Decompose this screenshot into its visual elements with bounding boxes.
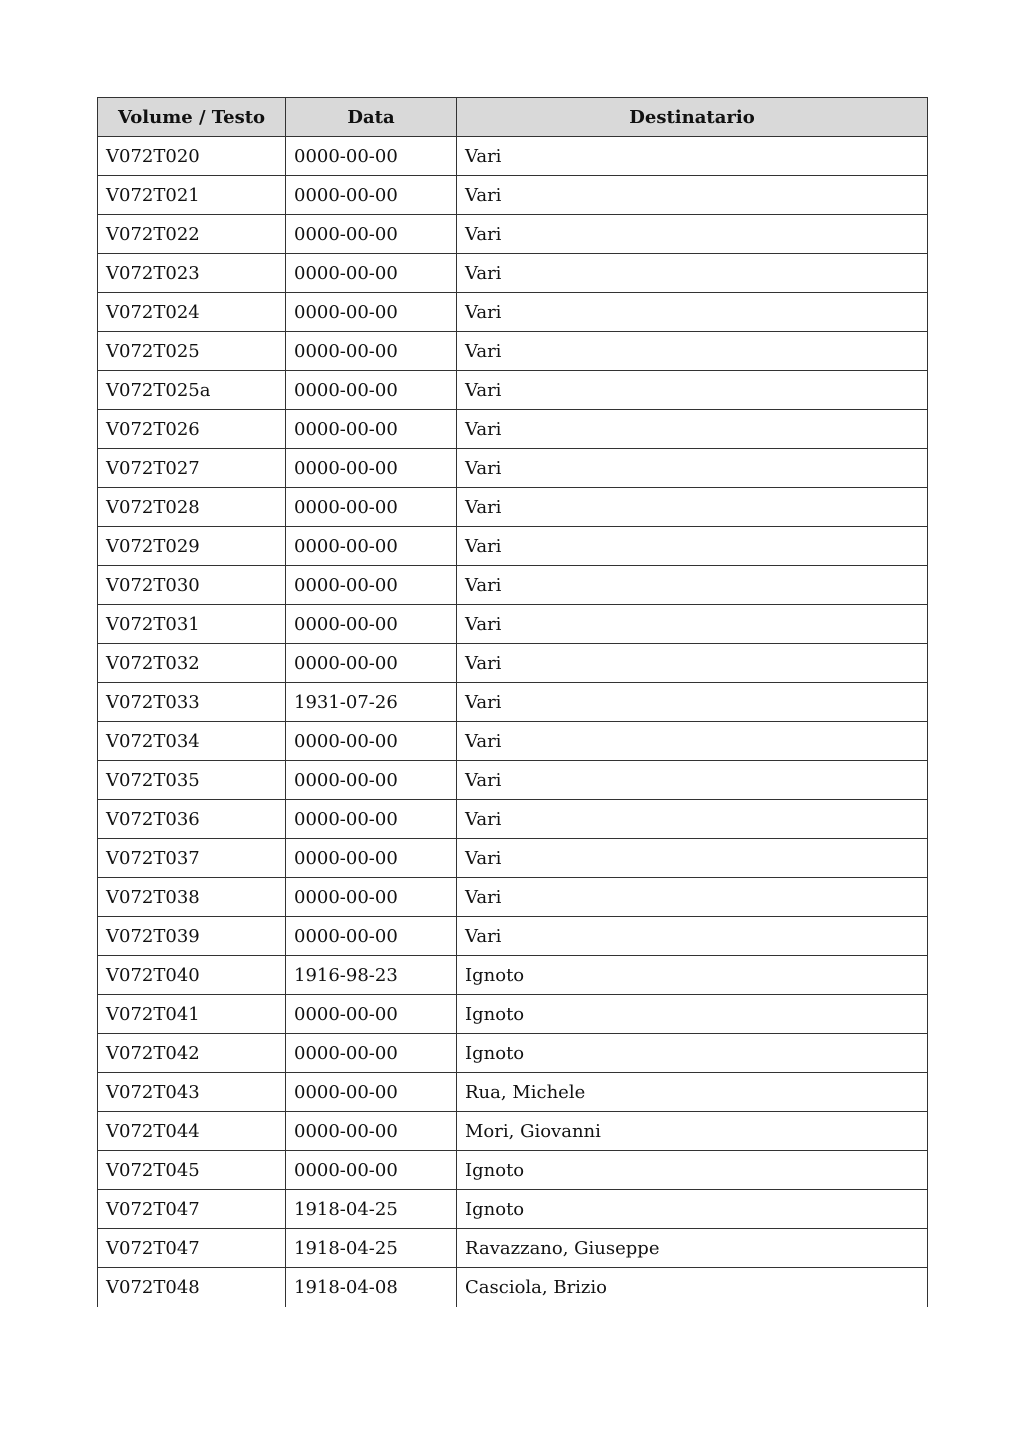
- cell-destinatario: Vari: [457, 761, 928, 800]
- cell-data: 0000-00-00: [286, 293, 457, 332]
- cell-volume-testo: V072T048: [98, 1268, 286, 1307]
- cell-destinatario: Vari: [457, 215, 928, 254]
- cell-data: 0000-00-00: [286, 215, 457, 254]
- cell-data: 0000-00-00: [286, 449, 457, 488]
- cell-destinatario: Ignoto: [457, 1190, 928, 1229]
- cell-destinatario: Vari: [457, 293, 928, 332]
- cell-data: 0000-00-00: [286, 137, 457, 176]
- cell-data: 0000-00-00: [286, 878, 457, 917]
- cell-volume-testo: V072T026: [98, 410, 286, 449]
- cell-volume-testo: V072T035: [98, 761, 286, 800]
- cell-destinatario: Vari: [457, 176, 928, 215]
- cell-volume-testo: V072T041: [98, 995, 286, 1034]
- cell-destinatario: Vari: [457, 839, 928, 878]
- table-row: [98, 137, 928, 176]
- cell-volume-testo: V072T028: [98, 488, 286, 527]
- cell-volume-testo: V072T029: [98, 527, 286, 566]
- table-row: [98, 722, 928, 761]
- cell-destinatario: Ignoto: [457, 995, 928, 1034]
- cell-destinatario: Vari: [457, 722, 928, 761]
- cell-destinatario: Vari: [457, 566, 928, 605]
- table-row: [98, 1112, 928, 1151]
- table-row: [98, 878, 928, 917]
- cell-volume-testo: V072T036: [98, 800, 286, 839]
- table-row: [98, 527, 928, 566]
- cell-data: 0000-00-00: [286, 1034, 457, 1073]
- table-row: [98, 332, 928, 371]
- cell-volume-testo: V072T031: [98, 605, 286, 644]
- cell-volume-testo: V072T032: [98, 644, 286, 683]
- cell-volume-testo: V072T037: [98, 839, 286, 878]
- cell-destinatario: Vari: [457, 917, 928, 956]
- cell-data: 0000-00-00: [286, 995, 457, 1034]
- cell-destinatario: Vari: [457, 800, 928, 839]
- cell-data: 0000-00-00: [286, 371, 457, 410]
- table-row: [98, 254, 928, 293]
- cell-volume-testo: V072T025a: [98, 371, 286, 410]
- cell-volume-testo: V072T020: [98, 137, 286, 176]
- table-row: [98, 215, 928, 254]
- header-volume-testo: Volume / Testo: [98, 98, 286, 137]
- cell-volume-testo: V072T023: [98, 254, 286, 293]
- cell-volume-testo: V072T022: [98, 215, 286, 254]
- table-row: [98, 293, 928, 332]
- table-row: [98, 1073, 928, 1112]
- cell-destinatario: Vari: [457, 644, 928, 683]
- cell-destinatario: Ignoto: [457, 1151, 928, 1190]
- cell-data: 0000-00-00: [286, 254, 457, 293]
- cell-data: 0000-00-00: [286, 1151, 457, 1190]
- cell-data: 0000-00-00: [286, 1112, 457, 1151]
- table-row: [98, 605, 928, 644]
- cell-volume-testo: V072T043: [98, 1073, 286, 1112]
- table-row: [98, 1034, 928, 1073]
- cell-destinatario: Ravazzano, Giuseppe: [457, 1229, 928, 1268]
- cell-data: 1916-98-23: [286, 956, 457, 995]
- cell-volume-testo: V072T040: [98, 956, 286, 995]
- cell-destinatario: Vari: [457, 605, 928, 644]
- cell-volume-testo: V072T030: [98, 566, 286, 605]
- table-row: [98, 839, 928, 878]
- cell-destinatario: Vari: [457, 878, 928, 917]
- cell-destinatario: Vari: [457, 449, 928, 488]
- cell-destinatario: Ignoto: [457, 956, 928, 995]
- cell-destinatario: Vari: [457, 683, 928, 722]
- table-row: [98, 956, 928, 995]
- table-header-row: [98, 98, 928, 137]
- cell-destinatario: Vari: [457, 332, 928, 371]
- cell-data: 0000-00-00: [286, 800, 457, 839]
- cell-volume-testo: V072T045: [98, 1151, 286, 1190]
- table-row: [98, 644, 928, 683]
- cell-volume-testo: V072T025: [98, 332, 286, 371]
- table-body: [98, 137, 928, 1307]
- cell-destinatario: Vari: [457, 254, 928, 293]
- cell-volume-testo: V072T039: [98, 917, 286, 956]
- table-row: [98, 176, 928, 215]
- table-row: [98, 761, 928, 800]
- table-row: [98, 683, 928, 722]
- table-row: [98, 917, 928, 956]
- cell-destinatario: Mori, Giovanni: [457, 1112, 928, 1151]
- cell-data: 1918-04-25: [286, 1229, 457, 1268]
- cell-destinatario: Vari: [457, 137, 928, 176]
- table-row: [98, 1190, 928, 1229]
- cell-data: 0000-00-00: [286, 605, 457, 644]
- table-row: [98, 800, 928, 839]
- table-row: [98, 1268, 928, 1307]
- cell-volume-testo: V072T044: [98, 1112, 286, 1151]
- cell-destinatario: Vari: [457, 371, 928, 410]
- cell-data: 0000-00-00: [286, 761, 457, 800]
- table-row: [98, 1229, 928, 1268]
- cell-data: 0000-00-00: [286, 722, 457, 761]
- table-row: [98, 488, 928, 527]
- cell-destinatario: Vari: [457, 410, 928, 449]
- table-row: [98, 410, 928, 449]
- cell-data: 0000-00-00: [286, 839, 457, 878]
- cell-destinatario: Casciola, Brizio: [457, 1268, 928, 1307]
- cell-volume-testo: V072T047: [98, 1229, 286, 1268]
- table-row: [98, 995, 928, 1034]
- cell-volume-testo: V072T024: [98, 293, 286, 332]
- cell-volume-testo: V072T021: [98, 176, 286, 215]
- cell-data: 0000-00-00: [286, 176, 457, 215]
- cell-data: 0000-00-00: [286, 917, 457, 956]
- cell-data: 0000-00-00: [286, 410, 457, 449]
- cell-data: 0000-00-00: [286, 1073, 457, 1112]
- cell-volume-testo: V072T047: [98, 1190, 286, 1229]
- cell-data: 0000-00-00: [286, 644, 457, 683]
- table-row: [98, 371, 928, 410]
- cell-data: 0000-00-00: [286, 527, 457, 566]
- cell-volume-testo: V072T038: [98, 878, 286, 917]
- table-row: [98, 566, 928, 605]
- header-destinatario: Destinatario: [457, 98, 928, 137]
- records-table: [97, 97, 928, 1307]
- cell-volume-testo: V072T033: [98, 683, 286, 722]
- cell-destinatario: Vari: [457, 527, 928, 566]
- cell-data: 1918-04-25: [286, 1190, 457, 1229]
- header-data: Data: [286, 98, 457, 137]
- table-row: [98, 449, 928, 488]
- cell-volume-testo: V072T027: [98, 449, 286, 488]
- cell-volume-testo: V072T042: [98, 1034, 286, 1073]
- cell-volume-testo: V072T034: [98, 722, 286, 761]
- cell-data: 0000-00-00: [286, 566, 457, 605]
- cell-destinatario: Ignoto: [457, 1034, 928, 1073]
- cell-data: 1918-04-08: [286, 1268, 457, 1307]
- cell-destinatario: Rua, Michele: [457, 1073, 928, 1112]
- cell-data: 1931-07-26: [286, 683, 457, 722]
- cell-data: 0000-00-00: [286, 488, 457, 527]
- cell-data: 0000-00-00: [286, 332, 457, 371]
- cell-destinatario: Vari: [457, 488, 928, 527]
- table-row: [98, 1151, 928, 1190]
